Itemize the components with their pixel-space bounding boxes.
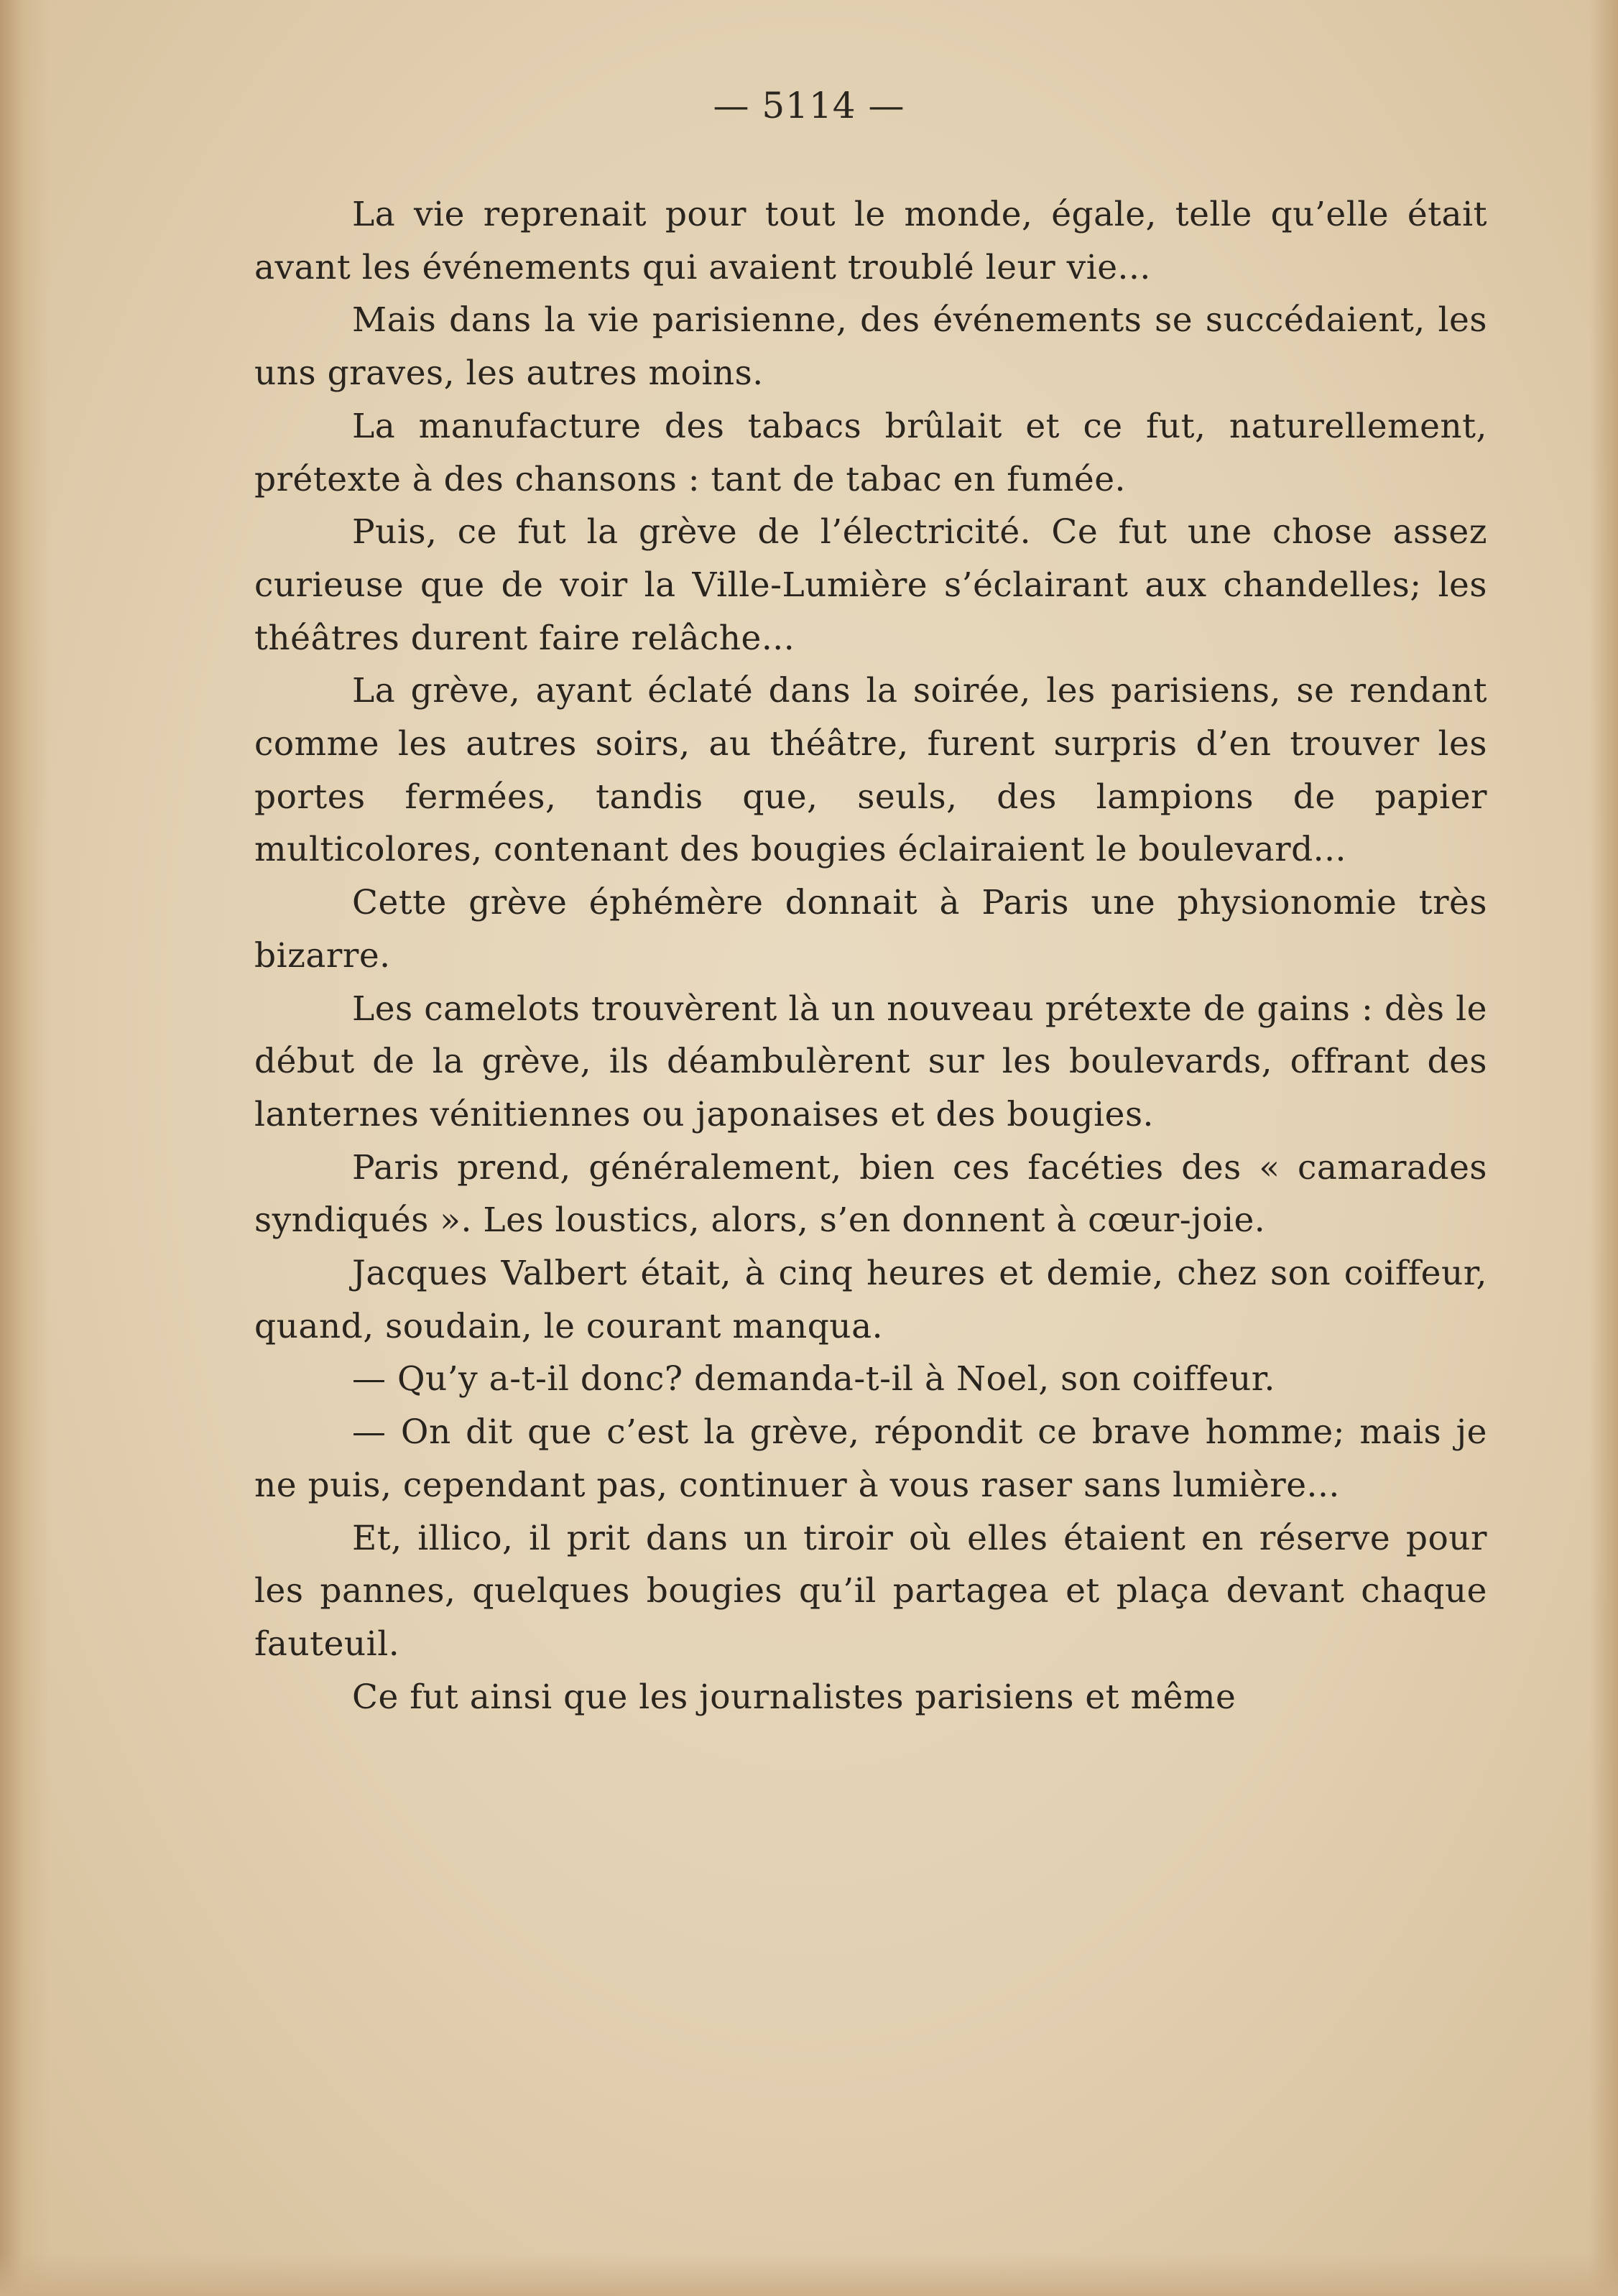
body-text — [254, 188, 1487, 1723]
paragraph: — Qu’y a-t-il donc? demanda-t-il à Noel, son coiffeur. — [352, 1359, 1275, 1399]
page-edge-right — [1589, 0, 1618, 2296]
paragraph: La grève, ayant éclaté dans la soirée, les parisiens, se rendant comme les autres soirs, au théâtre, furent surpris d’en trouver les portes fermées, tandis que, seuls, des lampions de papier multicolores, contenant des bougies éclairaient le boulevard... — [254, 671, 1487, 870]
paragraph: — On dit que c’est la grève, répondit ce brave homme; mais je ne puis, cependant pas, continuer à vous raser sans lumière... — [254, 1412, 1487, 1505]
page-edge-left — [0, 0, 50, 2296]
paragraph: Puis, ce fut la grève de l’électricité. Ce fut une chose assez curieuse que de voir la Ville-Lumière s’éclairant aux chandelles; les théâtres durent faire relâche... — [254, 512, 1487, 658]
page-number: — 5114 — — [713, 85, 905, 126]
paragraph: La manufacture des tabacs brûlait et ce fut, naturellement, prétexte à des chansons : tant de tabac en fumée. — [254, 406, 1487, 499]
paragraph: La vie reprenait pour tout le monde, égale, telle qu’elle était avant les événements qui avaient troublé leur vie... — [254, 195, 1487, 287]
paragraph: Paris prend, généralement, bien ces facéties des « camarades syndiqués ». Les loustics, alors, s’en donnent à cœur-joie. — [254, 1147, 1487, 1241]
paragraph: Et, illico, il prit dans un tiroir où elles étaient en réserve pour les pannes, quelques bougies qu’il partagea et plaça devant chaque fauteuil. — [254, 1518, 1487, 1664]
paragraph: Jacques Valbert était, à cinq heures et demie, chez son coiffeur, quand, soudain, le courant manqua. — [254, 1254, 1487, 1346]
page-edge-bottom — [0, 2253, 1618, 2296]
paragraph: Mais dans la vie parisienne, des événements se succédaient, les uns graves, les autres moins. — [254, 300, 1487, 394]
paragraph: Les camelots trouvèrent là un nouveau prétexte de gains : dès le début de la grève, ils déambulèrent sur les boulevards, offrant des lanternes vénitiennes ou japonaises et des bougies. — [254, 989, 1487, 1134]
paragraph: Cette grève éphémère donnait à Paris une physionomie très bizarre. — [254, 883, 1487, 976]
paragraph: Ce fut ainsi que les journalistes parisiens et même — [352, 1677, 1236, 1717]
